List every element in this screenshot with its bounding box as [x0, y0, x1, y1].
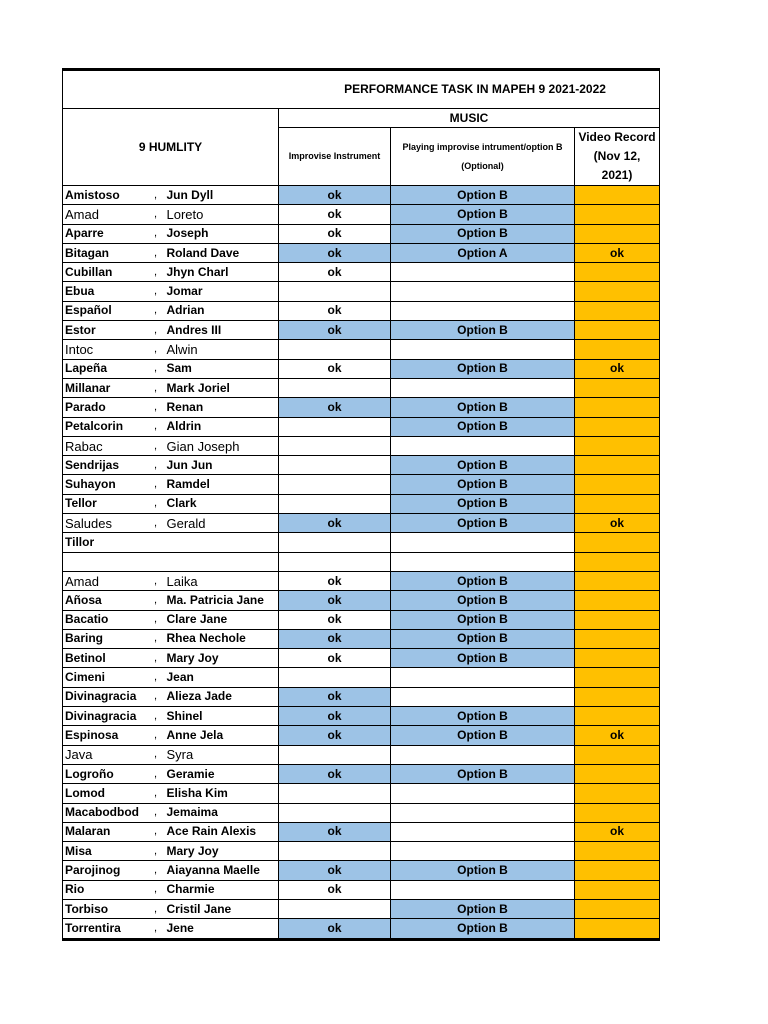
student-first-name: Ma. Patricia Jane [165, 591, 279, 610]
playing-option-cell: Option B [391, 610, 575, 629]
improvise-instrument-cell: ok [279, 822, 391, 841]
name-separator: , [147, 224, 165, 243]
improvise-instrument-cell [279, 456, 391, 475]
video-record-cell [575, 629, 660, 648]
video-record-cell [575, 224, 660, 243]
name-separator: , [147, 282, 165, 301]
improvise-instrument-cell: ok [279, 919, 391, 939]
student-last-name: Divinagracia [63, 707, 147, 726]
playing-option-cell: Option B [391, 899, 575, 918]
video-record-cell [575, 803, 660, 822]
improvise-instrument-cell [279, 784, 391, 803]
improvise-instrument-cell: ok [279, 764, 391, 783]
video-record-cell [575, 263, 660, 282]
student-first-name: Jene [165, 919, 279, 939]
video-record-cell [575, 899, 660, 918]
student-first-name: Geramie [165, 764, 279, 783]
table-row [63, 899, 660, 918]
video-record-cell [575, 764, 660, 783]
video-record-cell: ok [575, 822, 660, 841]
student-first-name: Jun Dyll [165, 186, 279, 205]
improvise-instrument-cell: ok [279, 629, 391, 648]
section-name: 9 HUMLITY [63, 109, 279, 186]
name-separator: , [147, 861, 165, 880]
name-separator: , [147, 456, 165, 475]
student-last-name: Malaran [63, 822, 147, 841]
student-last-name: Lapeña [63, 359, 147, 378]
student-last-name: Petalcorin [63, 417, 147, 436]
name-separator: , [147, 629, 165, 648]
improvise-instrument-cell: ok [279, 301, 391, 320]
table-row [63, 571, 660, 590]
name-separator: , [147, 475, 165, 494]
student-last-name: Tillor [63, 533, 147, 552]
student-first-name: Aldrin [165, 417, 279, 436]
improvise-instrument-cell [279, 340, 391, 359]
student-last-name: Saludes [63, 514, 147, 533]
video-record-cell [575, 494, 660, 513]
table-row [63, 533, 660, 552]
student-first-name: Shinel [165, 707, 279, 726]
table-row [63, 456, 660, 475]
improvise-instrument-cell: ok [279, 861, 391, 880]
playing-option-cell [391, 668, 575, 687]
video-record-cell [575, 436, 660, 455]
student-first-name: Gerald [165, 514, 279, 533]
playing-option-cell: Option B [391, 707, 575, 726]
video-record-cell [575, 861, 660, 880]
video-record-cell [575, 880, 660, 899]
playing-option-cell: Option B [391, 861, 575, 880]
video-record-cell [575, 417, 660, 436]
student-last-name: Torrentira [63, 919, 147, 939]
student-first-name: Aiayanna Maelle [165, 861, 279, 880]
video-record-cell [575, 205, 660, 224]
video-record-cell: ok [575, 359, 660, 378]
student-last-name: Ebua [63, 282, 147, 301]
playing-option-cell: Option B [391, 456, 575, 475]
table-row [63, 282, 660, 301]
playing-option-cell: Option A [391, 243, 575, 262]
name-separator [147, 533, 165, 552]
video-record-cell [575, 552, 660, 571]
name-separator: , [147, 205, 165, 224]
playing-option-cell: Option B [391, 726, 575, 745]
name-separator: , [147, 764, 165, 783]
student-last-name: Rabac [63, 436, 147, 455]
playing-option-cell: Option B [391, 475, 575, 494]
student-last-name: Amistoso [63, 186, 147, 205]
student-first-name: Roland Dave [165, 243, 279, 262]
student-first-name: Renan [165, 398, 279, 417]
table-row [63, 687, 660, 706]
student-last-name: Parojinog [63, 861, 147, 880]
student-last-name: Baring [63, 629, 147, 648]
student-last-name: Java [63, 745, 147, 764]
student-last-name: Cimeni [63, 668, 147, 687]
student-first-name: Ramdel [165, 475, 279, 494]
table-row [63, 591, 660, 610]
video-record-cell: ok [575, 514, 660, 533]
playing-option-cell [391, 533, 575, 552]
table-row [63, 475, 660, 494]
improvise-instrument-cell: ok [279, 359, 391, 378]
name-separator: , [147, 822, 165, 841]
table-row [63, 822, 660, 841]
improvise-instrument-cell: ok [279, 571, 391, 590]
name-separator: , [147, 745, 165, 764]
student-first-name: Alwin [165, 340, 279, 359]
name-separator: , [147, 359, 165, 378]
playing-option-cell: Option B [391, 629, 575, 648]
name-separator: , [147, 842, 165, 861]
improvise-instrument-cell [279, 552, 391, 571]
student-last-name: Divinagracia [63, 687, 147, 706]
video-record-cell [575, 687, 660, 706]
improvise-instrument-cell: ok [279, 610, 391, 629]
playing-option-cell: Option B [391, 186, 575, 205]
name-separator: , [147, 784, 165, 803]
student-last-name: Logroño [63, 764, 147, 783]
table-row [63, 745, 660, 764]
video-record-cell [575, 571, 660, 590]
student-first-name: Ace Rain Alexis [165, 822, 279, 841]
student-first-name: Cristil Jane [165, 899, 279, 918]
name-separator: , [147, 186, 165, 205]
col-video-line1: Video Record [578, 130, 656, 144]
improvise-instrument-cell [279, 899, 391, 918]
playing-option-cell [391, 340, 575, 359]
playing-option-cell [391, 745, 575, 764]
performance-table [62, 68, 660, 941]
name-separator: , [147, 899, 165, 918]
playing-option-cell: Option B [391, 764, 575, 783]
table-row [63, 205, 660, 224]
video-record-cell: ok [575, 726, 660, 745]
name-separator: , [147, 919, 165, 939]
grade-sheet [62, 68, 659, 941]
playing-option-cell [391, 301, 575, 320]
video-record-cell [575, 475, 660, 494]
table-row [63, 436, 660, 455]
col-video-line2: (Nov 12, 2021) [593, 149, 641, 182]
student-last-name: Bitagan [63, 243, 147, 262]
name-separator: , [147, 301, 165, 320]
improvise-instrument-cell: ok [279, 880, 391, 899]
student-first-name: Mary Joy [165, 649, 279, 668]
table-row [63, 224, 660, 243]
student-first-name: Mark Joriel [165, 378, 279, 397]
video-record-cell [575, 282, 660, 301]
table-row [63, 649, 660, 668]
student-last-name: Parado [63, 398, 147, 417]
video-record-cell [575, 919, 660, 939]
student-first-name: Mary Joy [165, 842, 279, 861]
student-last-name: Español [63, 301, 147, 320]
name-separator: , [147, 378, 165, 397]
name-separator: , [147, 571, 165, 590]
playing-option-cell: Option B [391, 494, 575, 513]
student-first-name [165, 552, 279, 571]
improvise-instrument-cell: ok [279, 224, 391, 243]
video-record-cell [575, 784, 660, 803]
student-last-name: Tellor [63, 494, 147, 513]
improvise-instrument-cell [279, 475, 391, 494]
student-last-name: Lomod [63, 784, 147, 803]
playing-option-cell [391, 282, 575, 301]
table-row [63, 552, 660, 571]
video-record-cell [575, 649, 660, 668]
improvise-instrument-cell [279, 282, 391, 301]
improvise-instrument-cell [279, 803, 391, 822]
student-last-name: Rio [63, 880, 147, 899]
student-last-name: Bacatio [63, 610, 147, 629]
table-row [63, 321, 660, 340]
student-last-name: Estor [63, 321, 147, 340]
playing-option-cell [391, 436, 575, 455]
student-first-name: Clark [165, 494, 279, 513]
improvise-instrument-cell [279, 378, 391, 397]
name-separator: , [147, 321, 165, 340]
table-row [63, 186, 660, 205]
improvise-instrument-cell: ok [279, 591, 391, 610]
improvise-instrument-cell [279, 494, 391, 513]
video-record-cell [575, 668, 660, 687]
student-first-name: Gian Joseph [165, 436, 279, 455]
name-separator [147, 552, 165, 571]
table-row [63, 514, 660, 533]
video-record-cell [575, 378, 660, 397]
table-row [63, 880, 660, 899]
table-row [63, 340, 660, 359]
student-first-name: Laika [165, 571, 279, 590]
table-row [63, 803, 660, 822]
student-last-name: Sendrijas [63, 456, 147, 475]
improvise-instrument-cell: ok [279, 321, 391, 340]
video-record-cell [575, 533, 660, 552]
playing-option-cell: Option B [391, 591, 575, 610]
student-last-name: Intoc [63, 340, 147, 359]
table-row [63, 417, 660, 436]
name-separator: , [147, 803, 165, 822]
table-row [63, 764, 660, 783]
table-row [63, 243, 660, 262]
music-header: MUSIC [279, 109, 660, 128]
video-record-cell [575, 456, 660, 475]
video-record-cell: ok [575, 243, 660, 262]
playing-option-cell: Option B [391, 514, 575, 533]
col-playing-line2: (Optional) [461, 160, 504, 171]
improvise-instrument-cell: ok [279, 243, 391, 262]
video-record-cell [575, 340, 660, 359]
student-first-name: Jhyn Charl [165, 263, 279, 282]
improvise-instrument-cell: ok [279, 707, 391, 726]
name-separator: , [147, 263, 165, 282]
name-separator: , [147, 687, 165, 706]
table-row [63, 301, 660, 320]
student-last-name: Millanar [63, 378, 147, 397]
improvise-instrument-cell: ok [279, 263, 391, 282]
playing-option-cell: Option B [391, 398, 575, 417]
name-separator: , [147, 610, 165, 629]
student-last-name: Suhayon [63, 475, 147, 494]
playing-option-cell [391, 263, 575, 282]
improvise-instrument-cell [279, 417, 391, 436]
table-row [63, 919, 660, 939]
name-separator: , [147, 726, 165, 745]
name-separator: , [147, 591, 165, 610]
video-record-cell [575, 842, 660, 861]
student-last-name: Torbiso [63, 899, 147, 918]
playing-option-cell: Option B [391, 417, 575, 436]
student-first-name: Rhea Nechole [165, 629, 279, 648]
student-first-name: Elisha Kim [165, 784, 279, 803]
name-separator: , [147, 707, 165, 726]
name-separator: , [147, 649, 165, 668]
table-row [63, 668, 660, 687]
student-last-name: Espinosa [63, 726, 147, 745]
name-separator: , [147, 243, 165, 262]
student-first-name: Adrian [165, 301, 279, 320]
table-row [63, 263, 660, 282]
playing-option-cell [391, 687, 575, 706]
col-improvise-instrument: Improvise Instrument [279, 128, 391, 186]
student-last-name: Misa [63, 842, 147, 861]
improvise-instrument-cell: ok [279, 186, 391, 205]
student-first-name: Loreto [165, 205, 279, 224]
student-first-name [165, 533, 279, 552]
name-separator: , [147, 514, 165, 533]
table-row [63, 494, 660, 513]
col-playing-improvise [391, 128, 575, 186]
table-row [63, 359, 660, 378]
student-first-name: Jomar [165, 282, 279, 301]
playing-option-cell [391, 822, 575, 841]
video-record-cell [575, 707, 660, 726]
student-first-name: Alieza Jade [165, 687, 279, 706]
table-row [63, 784, 660, 803]
playing-option-cell [391, 842, 575, 861]
table-row [63, 707, 660, 726]
name-separator: , [147, 398, 165, 417]
table-row [63, 726, 660, 745]
video-record-cell [575, 301, 660, 320]
student-first-name: Sam [165, 359, 279, 378]
playing-option-cell: Option B [391, 571, 575, 590]
student-last-name: Cubillan [63, 263, 147, 282]
col-playing-line1: Playing improvise intrument/option B [402, 141, 563, 152]
playing-option-cell: Option B [391, 919, 575, 939]
improvise-instrument-cell [279, 533, 391, 552]
student-first-name: Anne Jela [165, 726, 279, 745]
improvise-instrument-cell [279, 745, 391, 764]
playing-option-cell [391, 803, 575, 822]
playing-option-cell [391, 784, 575, 803]
playing-option-cell [391, 880, 575, 899]
student-first-name: Joseph [165, 224, 279, 243]
student-first-name: Jun Jun [165, 456, 279, 475]
video-record-cell [575, 610, 660, 629]
video-record-cell [575, 186, 660, 205]
name-separator: , [147, 436, 165, 455]
student-last-name: Macabodbod [63, 803, 147, 822]
student-last-name: Amad [63, 205, 147, 224]
improvise-instrument-cell [279, 436, 391, 455]
improvise-instrument-cell: ok [279, 687, 391, 706]
improvise-instrument-cell: ok [279, 514, 391, 533]
student-first-name: Andres III [165, 321, 279, 340]
student-last-name: Añosa [63, 591, 147, 610]
video-record-cell [575, 321, 660, 340]
playing-option-cell [391, 552, 575, 571]
playing-option-cell: Option B [391, 224, 575, 243]
sheet-title: PERFORMANCE TASK IN MAPEH 9 2021-2022 [63, 70, 660, 109]
student-first-name: Jean [165, 668, 279, 687]
improvise-instrument-cell: ok [279, 726, 391, 745]
playing-option-cell: Option B [391, 649, 575, 668]
table-row [63, 629, 660, 648]
name-separator: , [147, 417, 165, 436]
col-video-record [575, 128, 660, 186]
student-first-name: Charmie [165, 880, 279, 899]
student-first-name: Clare Jane [165, 610, 279, 629]
name-separator: , [147, 880, 165, 899]
table-row [63, 842, 660, 861]
video-record-cell [575, 398, 660, 417]
name-separator: , [147, 340, 165, 359]
video-record-cell [575, 745, 660, 764]
table-row [63, 378, 660, 397]
table-row [63, 398, 660, 417]
playing-option-cell: Option B [391, 321, 575, 340]
improvise-instrument-cell: ok [279, 205, 391, 224]
improvise-instrument-cell: ok [279, 649, 391, 668]
student-last-name: Amad [63, 571, 147, 590]
table-row [63, 861, 660, 880]
improvise-instrument-cell [279, 668, 391, 687]
student-last-name: Aparre [63, 224, 147, 243]
student-last-name [63, 552, 147, 571]
student-first-name: Jemaima [165, 803, 279, 822]
playing-option-cell: Option B [391, 359, 575, 378]
name-separator: , [147, 668, 165, 687]
student-last-name: Betinol [63, 649, 147, 668]
video-record-cell [575, 591, 660, 610]
student-first-name: Syra [165, 745, 279, 764]
name-separator: , [147, 494, 165, 513]
improvise-instrument-cell [279, 842, 391, 861]
playing-option-cell: Option B [391, 205, 575, 224]
table-row [63, 610, 660, 629]
playing-option-cell [391, 378, 575, 397]
improvise-instrument-cell: ok [279, 398, 391, 417]
